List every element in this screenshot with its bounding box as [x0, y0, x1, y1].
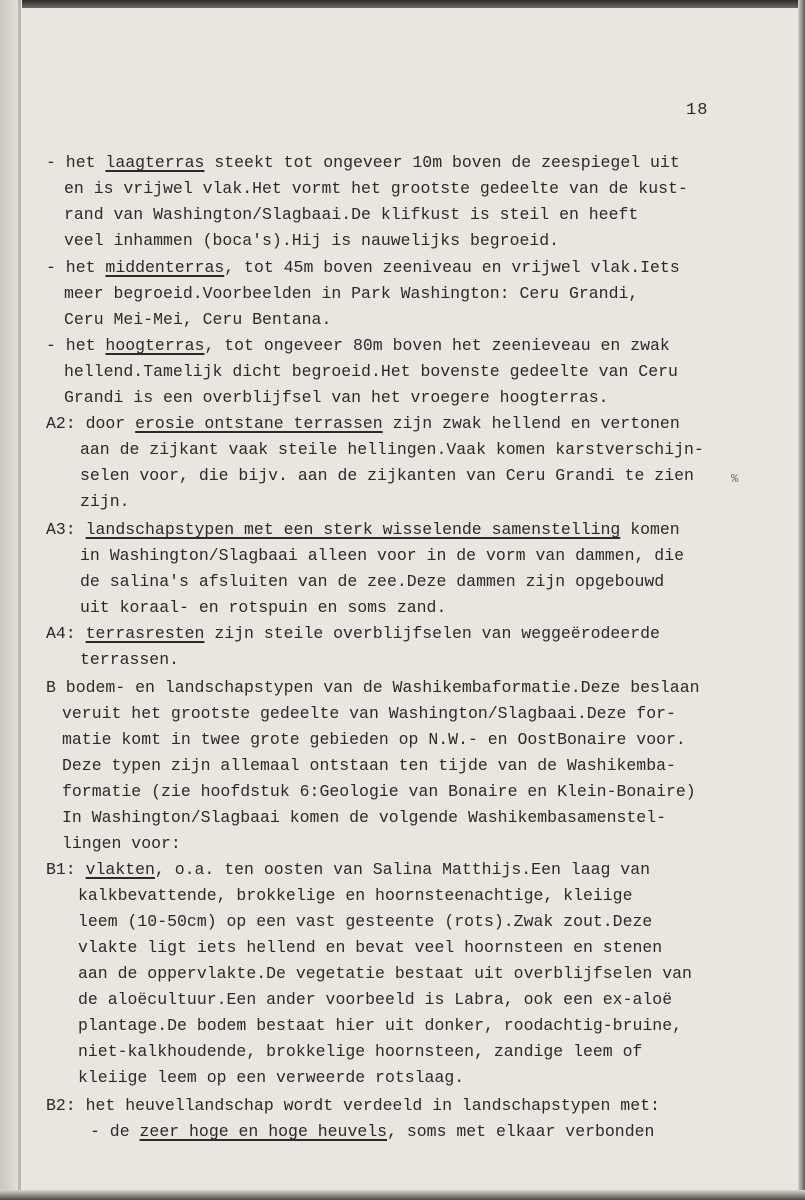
text-line: en is vrijwel vlak.Het vormt het grootste gedeelte van de kust-: [64, 179, 688, 198]
page-bottom-edge: [0, 1190, 805, 1200]
text-line: - de zeer hoge en hoge heuvels, soms met elkaar verbonden: [90, 1122, 655, 1141]
page-number: 18: [686, 101, 709, 120]
underlined-term: vlakten: [85, 860, 155, 879]
text-line: B bodem- en landschapstypen van de Washikembaformatie.Deze beslaan: [46, 678, 700, 697]
text-line: kalkbevattende, brokkelige en hoornsteenachtige, kleiige: [78, 886, 633, 905]
text-line: A2: door erosie ontstane terrassen zijn zwak hellend en vertonen: [46, 414, 680, 433]
text-line: veruit het grootste gedeelte van Washington/Slagbaai.Deze for-: [62, 704, 676, 723]
text-line: Grandi is een overblijfsel van het vroegere hoogterras.: [64, 388, 609, 407]
text-line: rand van Washington/Slagbaai.De klifkust is steil en heeft: [64, 205, 639, 224]
text-line: plantage.De bodem bestaat hier uit donker, roodachtig-bruine,: [78, 1016, 682, 1035]
underlined-term: middenterras: [105, 258, 225, 277]
page-top-edge: [0, 0, 805, 8]
text-line: meer begroeid.Voorbeelden in Park Washington: Ceru Grandi,: [64, 284, 639, 303]
text-line: Ceru Mei-Mei, Ceru Bentana.: [64, 310, 332, 329]
underlined-term: erosie ontstane terrassen: [135, 414, 383, 433]
underlined-term: terrasresten: [85, 624, 205, 643]
text-line: vlakte ligt iets hellend en bevat veel hoornsteen en stenen: [78, 938, 663, 957]
text-line: de aloëcultuur.Een ander voorbeeld is Labra, ook een ex-aloë: [78, 990, 673, 1009]
text-line: Deze typen zijn allemaal ontstaan ten tijde van de Washikemba-: [62, 756, 676, 775]
text-line: B1: vlakten, o.a. ten oosten van Salina Matthijs.Een laag van: [46, 860, 651, 879]
text-line: uit koraal- en rotspuin en soms zand.: [80, 598, 447, 617]
text-line: matie komt in twee grote gebieden op N.W.- en OostBonaire voor.: [62, 730, 686, 749]
text-line: in Washington/Slagbaai alleen voor in de vorm van dammen, die: [80, 546, 684, 565]
text-line: A4: terrasresten zijn steile overblijfselen van weggeërodeerde: [46, 624, 660, 643]
text-line: - het hoogterras, tot ongeveer 80m boven het zeenieveau en zwak: [46, 336, 670, 355]
text-line: - het laagterras steekt tot ongeveer 10m boven de zeespiegel uit: [46, 153, 680, 172]
text-line: aan de zijkant vaak steile hellingen.Vaak komen karstverschijn-: [80, 440, 704, 459]
text-line: selen voor, die bijv. aan de zijkanten van Ceru Grandi te zien: [80, 466, 694, 485]
text-line: veel inhammen (boca's).Hij is nauwelijks begroeid.: [64, 231, 560, 250]
text-line: formatie (zie hoofdstuk 6:Geologie van Bonaire en Klein-Bonaire): [62, 782, 696, 801]
text-line: aan de oppervlakte.De vegetatie bestaat uit overblijfselen van: [78, 964, 692, 983]
underlined-term: zeer hoge en hoge heuvels: [139, 1122, 388, 1141]
text-line: zijn.: [80, 492, 130, 511]
margin-mark: %: [731, 472, 739, 486]
text-line: B2: het heuvellandschap wordt verdeeld in landschapstypen met:: [46, 1096, 660, 1115]
text-line: - het middenterras, tot 45m boven zeeniveau en vrijwel vlak.Iets: [46, 258, 680, 277]
text-line: de salina's afsluiten van de zee.Deze dammen zijn opgebouwd: [80, 572, 665, 591]
text-line: niet-kalkhoudende, brokkelige hoornsteen, zandige leem of: [78, 1042, 643, 1061]
binding-shadow: [18, 0, 21, 1200]
underlined-term: hoogterras: [105, 336, 205, 355]
text-line: lingen voor:: [62, 834, 181, 853]
text-line: terrassen.: [80, 650, 180, 669]
text-line: A3: landschapstypen met een sterk wisselende samenstelling komen: [46, 520, 680, 539]
page-right-edge: [798, 0, 805, 1200]
text-line: hellend.Tamelijk dicht begroeid.Het bovenste gedeelte van Ceru: [64, 362, 678, 381]
text-line: kleiige leem op een verweerde rotslaag.: [78, 1068, 465, 1087]
underlined-term: laagterras: [105, 153, 205, 172]
text-line: leem (10-50cm) op een vast gesteente (rots).Zwak zout.Deze: [78, 912, 653, 931]
underlined-term: landschapstypen met een sterk wisselende samenstelling: [85, 520, 621, 539]
text-line: In Washington/Slagbaai komen de volgende Washikembasamenstel-: [62, 808, 666, 827]
